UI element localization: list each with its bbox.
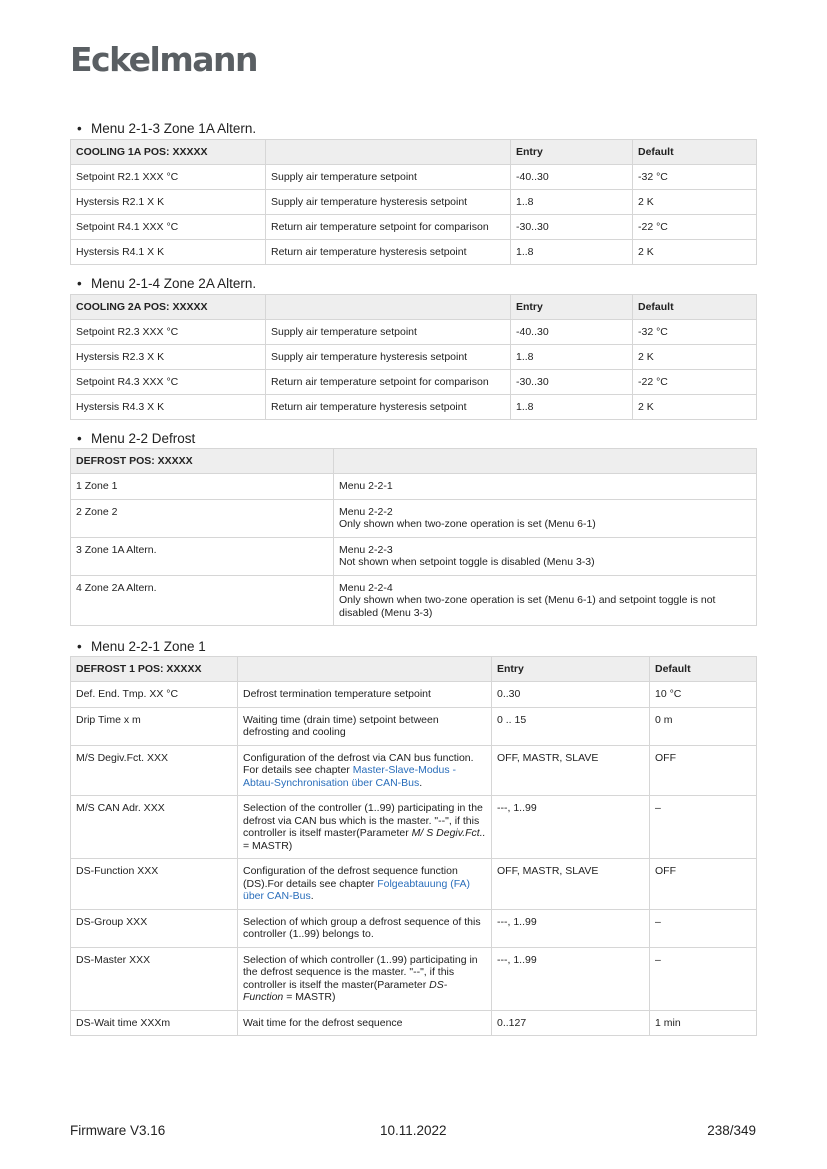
table-row: Hystersis R4.1 X K Return air temperature hysteresis setpoint 1..8 2 K (71, 240, 757, 265)
footer-date: 10.11.2022 (380, 1123, 447, 1138)
table-row: Def. End. Tmp. XX °C Defrost termination temperature setpoint 0..30 10 °C (71, 682, 757, 708)
table-row: 4 Zone 2A Altern. Menu 2-2-4 Only shown when two-zone operation is set (Menu 6-1) and setpoint toggle is not disabled (Menu 3-3) (71, 575, 757, 626)
table-row: Setpoint R2.1 XXX °C Supply air temperature setpoint -40..30 -32 °C (71, 165, 757, 190)
table-row: 1 Zone 1 Menu 2-2-1 (71, 474, 757, 500)
table-header-row: COOLING 1A POS: XXXXX Entry Default (71, 140, 757, 165)
table-row: Drip Time x m Waiting time (drain time) setpoint between defrosting and cooling 0 .. 15 0 m (71, 707, 757, 745)
section-heading-defrost: • Menu 2-2 Defrost (77, 431, 196, 446)
eckelmann-logo: Eckelmann (70, 40, 257, 79)
chapter-link-defrost-sequence[interactable]: Folgeabtauung (FA) über CAN-Bus (243, 877, 471, 902)
section-heading-zone-1: • Menu 2-2-1 Zone 1 (77, 639, 206, 654)
table-row: 3 Zone 1A Altern. Menu 2-2-3 Not shown when setpoint toggle is disabled (Menu 3-3) (71, 537, 757, 575)
table-row: Hystersis R2.1 X K Supply air temperature hysteresis setpoint 1..8 2 K (71, 190, 757, 215)
table-row: DS-Master XXX Selection of which controller (1..99) participating in the defrost sequence is the master. "--", if this controller is itself the master(Parameter DS-Function = MASTR) ---, 1..99 – (71, 947, 757, 1010)
table-row: Hystersis R4.3 X K Return air temperature hysteresis setpoint 1..8 2 K (71, 395, 757, 420)
table-row: M/S Degiv.Fct. XXX Configuration of the defrost via CAN bus function. For details see chapter Master-Slave-Modus - Abtau-Synchronisation über CAN-Bus. OFF, MASTR, SLAVE OFF (71, 745, 757, 796)
table-row: M/S CAN Adr. XXX Selection of the controller (1..99) participating in the defrost via CAN bus which is the master. "--", if this controller is itself master(Parameter M/ S Degiv.Fct.. = MASTR) ---, 1..99 – (71, 796, 757, 859)
table-row: Setpoint R4.1 XXX °C Return air temperature setpoint for comparison -30..30 -22 °C (71, 215, 757, 240)
table-row: 2 Zone 2 Menu 2-2-2 Only shown when two-zone operation is set (Menu 6-1) (71, 499, 757, 537)
table-header-row: DEFROST POS: XXXXX (71, 449, 757, 474)
table-row: Setpoint R4.3 XXX °C Return air temperature setpoint for comparison -30..30 -22 °C (71, 370, 757, 395)
footer-page-number: 238/349 (707, 1123, 756, 1138)
footer-firmware-version: Firmware V3.16 (70, 1123, 166, 1138)
section-heading-zone-1a: • Menu 2-1-3 Zone 1A Altern. (77, 121, 257, 136)
table-row: DS-Wait time XXXm Wait time for the defrost sequence 0..127 1 min (71, 1010, 757, 1036)
table-row: Setpoint R2.3 XXX °C Supply air temperature setpoint -40..30 -32 °C (71, 320, 757, 345)
table-defrost-1 (70, 656, 757, 1036)
table-header-row: DEFROST 1 POS: XXXXX Entry Default (71, 657, 757, 682)
section-heading-zone-2a: • Menu 2-1-4 Zone 2A Altern. (77, 276, 257, 291)
table-row: DS-Group XXX Selection of which group a defrost sequence of this controller (1..99) belongs to. ---, 1..99 – (71, 909, 757, 947)
table-row: DS-Function XXX Configuration of the defrost sequence function (DS).For details see chapter Folgeabtauung (FA) über CAN-Bus. OFF, MASTR, SLAVE OFF (71, 859, 757, 910)
table-cooling-2a (70, 294, 757, 420)
table-cooling-1a (70, 139, 757, 265)
table-header-row: COOLING 2A POS: XXXXX Entry Default (71, 295, 757, 320)
table-defrost (70, 448, 757, 626)
chapter-link-master-slave[interactable]: Master-Slave-Modus - Abtau-Synchronisation über CAN-Bus (243, 764, 457, 789)
table-row: Hystersis R2.3 X K Supply air temperature hysteresis setpoint 1..8 2 K (71, 345, 757, 370)
